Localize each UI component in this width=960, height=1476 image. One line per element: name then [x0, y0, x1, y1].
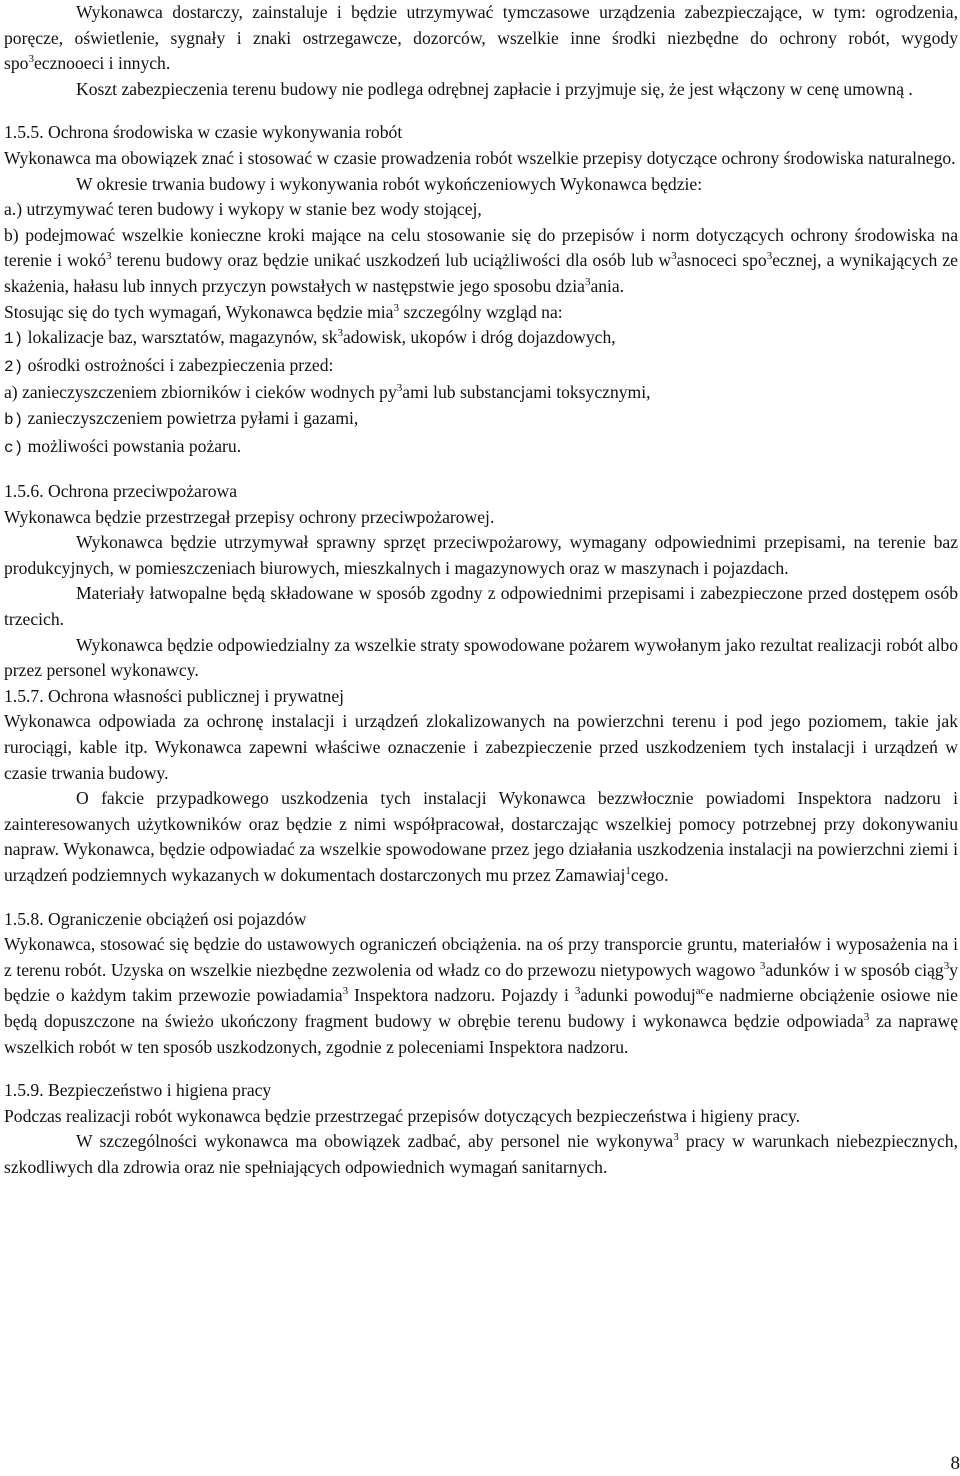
text: ania. [590, 275, 625, 296]
text: y będzie o każdym takim przewozie powiadamia [4, 959, 958, 1006]
document-page [4, 0, 958, 1181]
section-heading-1-5-9: 1.5.9. Bezpieczeństwo i higiena pracy [4, 1080, 272, 1101]
paragraph [4, 1129, 958, 1180]
list-item [4, 353, 958, 381]
text: W szczególności wykonawca ma obowiązek zadbać, aby personel nie wykonywa [76, 1131, 674, 1152]
list-item [4, 434, 958, 462]
superscript: 3 [396, 382, 403, 395]
superscript: 1 [625, 865, 631, 878]
paragraph: Wykonawca będzie przestrzegał przepisy ochrony przeciwpożarowej. [4, 506, 495, 527]
text: pracy w warunkach niebezpiecznych, szkodliwych dla zdrowia oraz nie spełniających odpowiednich wymagań sanitarnych. [4, 1131, 958, 1177]
superscript: 3 [574, 985, 581, 998]
text: ecznooeci i innych. [33, 53, 171, 74]
superscript: 3 [863, 1011, 870, 1024]
text: zanieczyszczeniem powietrza pyłami i gazami, [23, 407, 359, 428]
text: Inspektora nadzoru. Pojazdy i [348, 985, 575, 1006]
paragraph: W okresie trwania budowy i wykonywania robót wykończeniowych Wykonawca będzie: [76, 173, 703, 194]
paragraph [4, 932, 958, 1060]
superscript: 3 [28, 53, 34, 66]
text: Wykonawca dostarczy, zainstaluje i będzie utrzymywać tymczasowe urządzenia zabezpieczające, w tym: ogrodzenia, poręcze, oświetlenie, sygnały i znaki ostrzegawcze, dozorców, wszelkie inne środki niezbędne do ochrony robót, wygody spo [4, 2, 958, 74]
list-letter: c) [4, 438, 24, 457]
text: za naprawę wszelkich robót w ten sposób uszkodzonych, zgodnie z poleceniami Inspektora nadzoru. [4, 1010, 958, 1057]
text: Stosując się do tych wymagań, Wykonawca będzie mia [4, 301, 394, 322]
paragraph: Podczas realizacji robót wykonawca będzie przestrzegać przepisów dotyczących bezpieczeństwa i higieny pracy. [4, 1105, 801, 1126]
paragraph: Materiały łatwopalne będą składowane w sposób zgodny z odpowiednimi przepisami i zabezpieczone przed dostępem osób trzecich. [4, 583, 958, 630]
text: e nadmierne obciążenie osiowe nie będą dopuszczone na świeżo ukończony fragment budowy w obrębie terenu budowy i wykonawca będzie odpowiada [4, 985, 958, 1031]
section-heading-1-5-8: 1.5.8. Ograniczenie obciążeń osi pojazdów [4, 908, 307, 929]
text: Wykonawca, stosować się będzie do ustawowych ograniczeń obciążenia. na oś przy transporcie gruntu, materiałów i wyposażenia na i z terenu robót. Uzyska on wszelkie niezbędne zezwolenia od władz co do przewozu nietypowych wagowo [4, 934, 958, 980]
paragraph: Wykonawca będzie odpowiedzialny za wszelkie straty spowodowane pożarem wywołanym jako rezultat realizacji robót albo przez personel wykonawcy. [4, 634, 958, 681]
superscript: 3 [337, 327, 343, 340]
superscript: 3 [671, 250, 677, 263]
text: ośrodki ostrożności i zabezpieczenia przed: [23, 354, 334, 375]
text: ecznej, a wynikających ze skażenia, hałasu lub innych przyczyn powstałych w następstwie jego sposobu dzia [4, 250, 958, 296]
paragraph: Wykonawca odpowiada za ochronę instalacji i urządzeń zlokalizowanych na powierzchni terenu i pod jego poziomem, takie jak rurociągi, kable itp. Wykonawca zapewni właściwe oznaczenie i zabezpieczenie przed uszkodzeniem tych instalacji i urządzeń w czasie trwania budowy. [4, 711, 958, 783]
page-number: 8 [950, 1453, 960, 1474]
text: ami lub substancjami toksycznymi, [402, 382, 651, 403]
text: możliwości powstania pożaru. [23, 435, 242, 456]
section-heading-1-5-5: 1.5.5. Ochrona środowiska w czasie wykonywania robót [4, 122, 403, 143]
text: terenu budowy oraz będzie unikać uszkodzeń lub uciążliwości dla osób lub w [111, 250, 672, 271]
text: adunków i w sposób ciąg [765, 959, 944, 980]
paragraph-safety-devices [4, 0, 958, 77]
section-heading-1-5-6: 1.5.6. Ochrona przeciwpożarowa [4, 481, 238, 502]
list-number: 2) [4, 357, 24, 376]
superscript: 3 [106, 250, 112, 263]
paragraph [4, 300, 958, 326]
paragraph-security-cost: Koszt zabezpieczenia terenu budowy nie podlega odrębnej zapłacie i przyjmuje się, że jest włączony w cenę umowną . [76, 78, 913, 99]
superscript: 3 [943, 959, 950, 972]
list-item [4, 406, 958, 434]
paragraph: Wykonawca będzie utrzymywał sprawny sprzęt przeciwpożarowy, wymagany odpowiednimi przepisami, na terenie baz produkcyjnych, w pomieszczeniach biurowych, mieszkalnych i magazynowych oraz w maszynach i pojazdach. [4, 532, 958, 578]
text: O fakcie przypadkowego uszkodzenia tych instalacji Wykonawca bezzwłocznie powiadomi Inspektora nadzoru i zainteresowanych użytkowników oraz będzie z nimi współpracował, dostarczając wszelkiej pomocy potrzebnej przy dokonywaniu napraw. Wykonawca, będzie odpowiadać za wszelkie spowodowane przez jego działania uszkodzenia instalacji na powierzchni ziemi i urządzeń podziemnych wykazanych w dokumentach dostarczonych mu przez Zamawiaj [4, 788, 958, 885]
text: adowisk, ukopów i dróg dojazdowych, [342, 327, 616, 348]
text: a) zanieczyszczeniem zbiorników i cieków wodnych py [4, 382, 397, 403]
list-item [4, 325, 958, 353]
superscript: 3 [393, 301, 399, 314]
superscript: ac [695, 985, 706, 998]
paragraph: Wykonawca ma obowiązek znać i stosować w czasie prowadzenia robót wszelkie przepisy dotyczące ochrony środowiska naturalnego. [4, 147, 956, 168]
list-letter: b) [4, 410, 24, 429]
list-item [4, 380, 958, 406]
section-heading-1-5-7: 1.5.7. Ochrona własności publicznej i prywatnej [4, 685, 345, 706]
list-item [4, 223, 958, 300]
text: asnoceci spo [676, 250, 767, 271]
text: adunki powoduj [580, 985, 696, 1006]
superscript: 3 [759, 959, 766, 972]
superscript: 3 [673, 1131, 679, 1144]
text: cego. [630, 865, 669, 885]
text: b) podejmować wszelkie konieczne kroki mające na celu stosowanie się do przepisów i norm dotyczących ochrony środowiska na terenie i wokó [4, 224, 958, 271]
superscript: 3 [342, 985, 349, 998]
list-item: a.) utrzymywać teren budowy i wykopy w stanie bez wody stojącej, [4, 199, 482, 220]
text: szczególny wzgląd na: [398, 301, 563, 322]
superscript: 3 [584, 276, 591, 289]
list-number: 1) [4, 330, 24, 349]
superscript: 3 [766, 250, 773, 263]
paragraph [4, 786, 958, 888]
text: lokalizacje baz, warsztatów, magazynów, sk [23, 327, 338, 348]
